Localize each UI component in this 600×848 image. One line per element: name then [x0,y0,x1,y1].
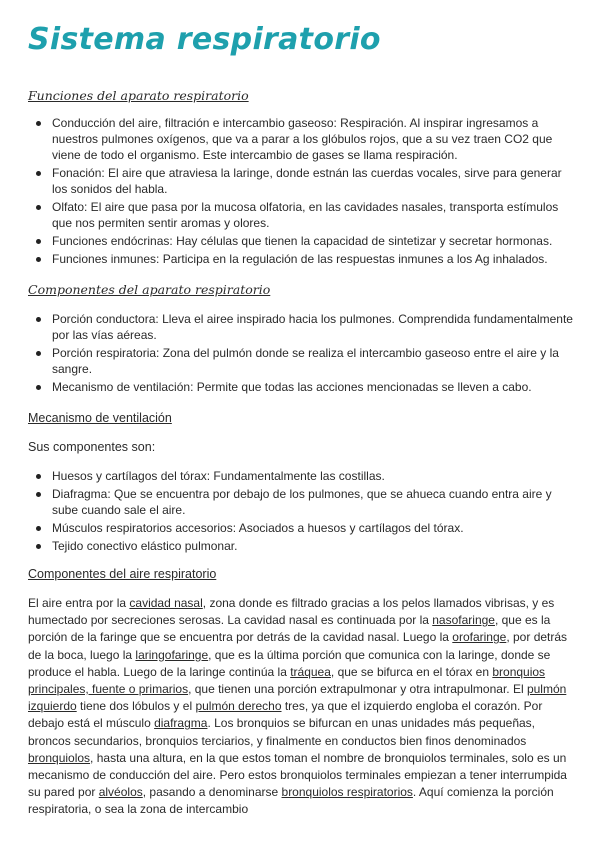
list-item: Funciones endócrinas: Hay células que tienen la capacidad de sintetizar y secretar hormonas. [28,233,573,249]
functions-heading: Funciones del aparato respiratorio [28,88,249,103]
underlined-term: laringofaringe [135,647,209,662]
list-item: Mecanismo de ventilación: Permite que todas las acciones mencionadas se lleven a cabo. [28,379,573,395]
list-item: Músculos respiratorios accesorios: Asociados a huesos y cartílagos del tórax. [28,520,573,536]
text-segment: tres, ya que el izquierdo engloba el corazón. Por debajo está el músculo [28,699,543,731]
functions-list [28,115,573,269]
text-segment: El aire entra por la [28,596,130,610]
underlined-term: alvéolos [98,785,143,800]
list-item: Huesos y cartílagos del tórax: Fundamentalmente las costillas. [28,468,573,484]
underlined-term: bronquios principales, fuente o primarios [28,664,546,697]
underlined-term: pulmón izquierdo [28,682,567,714]
ventilation-heading: Mecanismo de ventilación [28,411,172,425]
list-item: Conducción del aire, filtración e intercambio gaseoso: Respiración. Al inspirar ingresamos a nuestros pulmones oxígenos, que va a parar a los glóbulos rojos, que a su vez traen CO2 que viene de todo el organismo. Este intercambio de gases se llama respiración. [28,115,573,163]
list-item: Tejido conectivo elástico pulmonar. [28,538,573,554]
ventilation-list [28,468,573,556]
list-item: Diafragma: Que se encuentra por debajo de los pulmones, que se ahueca cuando entra aire y sube cuando sale el aire. [28,486,573,518]
underlined-term: diafragma [154,716,208,731]
text-segment: , pasando a denominarse [142,785,282,800]
list-item: Porción conductora: Lleva el airee inspirado hacia los pulmones. Comprendida fundamentalmente por las vías aéreas. [28,311,573,343]
text-segment: , que se bifurca en el tórax en [330,664,493,679]
list-item: Fonación: El aire que atraviesa la laringe, donde estnán las cuerdas vocales, sirve para generar los sonidos del habla. [28,165,573,197]
list-item: Funciones inmunes: Participa en la regulación de las respuestas inmunes a los Ag inhalados. [28,251,573,267]
air-paragraph [28,595,576,819]
underlined-term: orofaringe [452,630,507,645]
text-segment: , zona donde es filtrado gracias a los pelos llamados vibrisas, y es humectado por secreciones serosas. La cavidad nasal es continuada por la [28,596,555,628]
text-segment: . Aquí comienza la porción respiratoria, o sea la zona de intercambio [28,785,554,817]
text-segment: , hasta una altura, en la que estos toman el nombre de bronquiolos terminales, solo es un mecanismo de conducción del aire. Pero estos bronquiolos terminales empiezan a tener interrumpida su pared por [28,750,567,800]
underlined-term: nasofaringe [432,613,495,628]
underlined-term: cavidad nasal [129,596,203,610]
underlined-term: bronquiolos respiratorios [281,785,413,800]
underlined-term: pulmón derecho [195,699,282,714]
text-segment: , por detrás de la boca, luego la [28,630,568,662]
text-segment: . Los bronquios se bifurcan en unas unidades más pequeñas, broncos secundarios, bronquios terciarios, y finalmente en conductos bien finos denominados [28,716,536,748]
underlined-term: tráquea [290,664,331,679]
text-segment: , que tienen una porción extrapulmonar y otra intrapulmonar. El [188,682,527,697]
page-title: Sistema respiratorio [28,22,381,57]
components-list [28,311,573,397]
ventilation-intro: Sus componentes son: [28,440,156,454]
components-heading: Componentes del aparato respiratorio [28,282,271,297]
text-segment: tiene dos lóbulos y el [76,699,196,714]
underlined-term: bronquiolos [28,750,91,765]
text-segment: , que es la última porción que comunica con la laringe, donde se produce el habla. Luego de la laringe continúa la [28,647,551,679]
list-item: Olfato: El aire que pasa por la mucosa olfatoria, en las cavidades nasales, transporta estímulos que nos permiten sentir aromas y olores. [28,199,573,231]
list-item: Porción respiratoria: Zona del pulmón donde se realiza el intercambio gaseoso entre el aire y la sangre. [28,345,573,377]
air-heading: Componentes del aire respiratorio [28,567,217,581]
text-segment: , que es la porción de la faringe que se encuentra por detrás de la cavidad nasal. Luego la [28,613,551,645]
